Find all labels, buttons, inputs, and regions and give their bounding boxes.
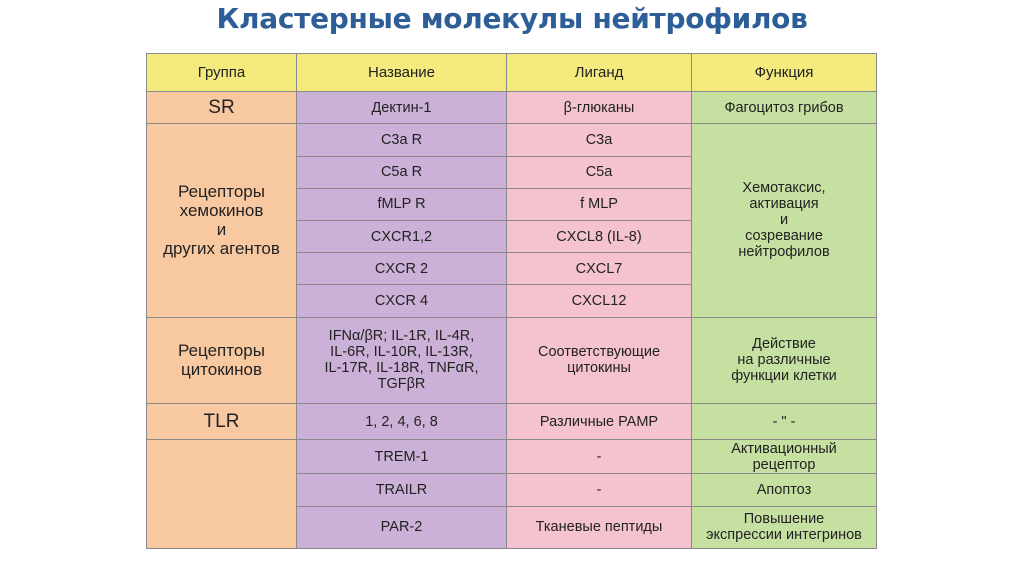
name-cell: CXCR 4 [297,285,507,317]
header-row [147,54,877,92]
ligand-cell: - [507,440,692,474]
function-cell: - " - [692,404,877,440]
function-line: экспрессии интегринов [706,527,862,544]
table-row-cytokine [147,317,877,404]
name-cell: CXCR 2 [297,253,507,285]
name-cell: CXCR1,2 [297,220,507,252]
page-title: Кластерные молекулы нейтрофилов [216,2,808,35]
name-cell: TREM-1 [297,440,507,474]
name-cell-cytokine [297,317,507,404]
function-line: Активационный [731,440,837,457]
header-group: Группа [147,54,297,92]
function-cell-chemokine [692,124,877,317]
name-cell: PAR-2 [297,506,507,548]
function-line: рецептор [752,456,816,473]
name-line: IL-6R, IL-10R, IL-13R, [330,344,473,361]
name-cell: C5a R [297,156,507,188]
group-line: цитокинов [180,360,263,380]
group-line: и [216,220,227,240]
name-cell: TRAILR [297,474,507,506]
function-line: Хемотаксис, [742,180,826,197]
group-cell-chemokine [147,124,297,317]
ligand-cell: CXCL12 [507,285,692,317]
function-line: и [779,212,789,229]
header-ligand: Лиганд [507,54,692,92]
function-line: активация [749,196,819,213]
function-cell: Апоптоз [692,474,877,506]
ligand-cell-cytokine [507,317,692,404]
ligand-cell: Различные PAMP [507,404,692,440]
neutrophil-cluster-table [146,53,877,549]
ligand-cell: Тканевые пептиды [507,506,692,548]
group-cell-other [147,440,297,549]
header-function: Функция [692,54,877,92]
ligand-cell: β-глюканы [507,92,692,124]
group-line: других агентов [163,239,280,259]
ligand-cell: C3a [507,124,692,156]
name-line: IFNα/βR; IL-1R, IL-4R, [328,328,475,345]
function-line: функции клетки [731,368,837,385]
group-cell-cytokine [147,317,297,404]
ligand-cell: f MLP [507,188,692,220]
ligand-cell: - [507,474,692,506]
name-cell: C3a R [297,124,507,156]
group-cell-sr: SR [147,92,297,124]
name-cell: fMLP R [297,188,507,220]
header-name: Название [297,54,507,92]
name-cell: 1, 2, 4, 6, 8 [297,404,507,440]
table-row [147,124,877,156]
ligand-line: цитокины [567,360,631,377]
table-row-sr [147,92,877,124]
group-line: хемокинов [179,201,264,221]
function-cell: Фагоцитоз грибов [692,92,877,124]
function-line: на различные [737,352,831,369]
function-cell-cytokine [692,317,877,404]
group-cell-tlr: TLR [147,404,297,440]
function-line: Повышение [743,511,825,528]
function-cell [692,440,877,474]
table-row-tlr [147,404,877,440]
group-line: Рецепторы [178,182,265,202]
ligand-cell: CXCL7 [507,253,692,285]
group-line: Рецепторы [178,341,265,361]
table-row [147,440,877,474]
name-cell: Дектин-1 [297,92,507,124]
function-cell [692,506,877,548]
name-line: IL-17R, IL-18R, TNFαR, [324,360,479,377]
ligand-line: Соответствующие [537,344,661,361]
ligand-cell: C5a [507,156,692,188]
function-line: нейтрофилов [738,244,830,261]
function-line: созревание [745,228,823,245]
name-line: TGFβR [377,376,426,393]
ligand-cell: CXCL8 (IL-8) [507,220,692,252]
function-line: Действие [752,336,816,353]
